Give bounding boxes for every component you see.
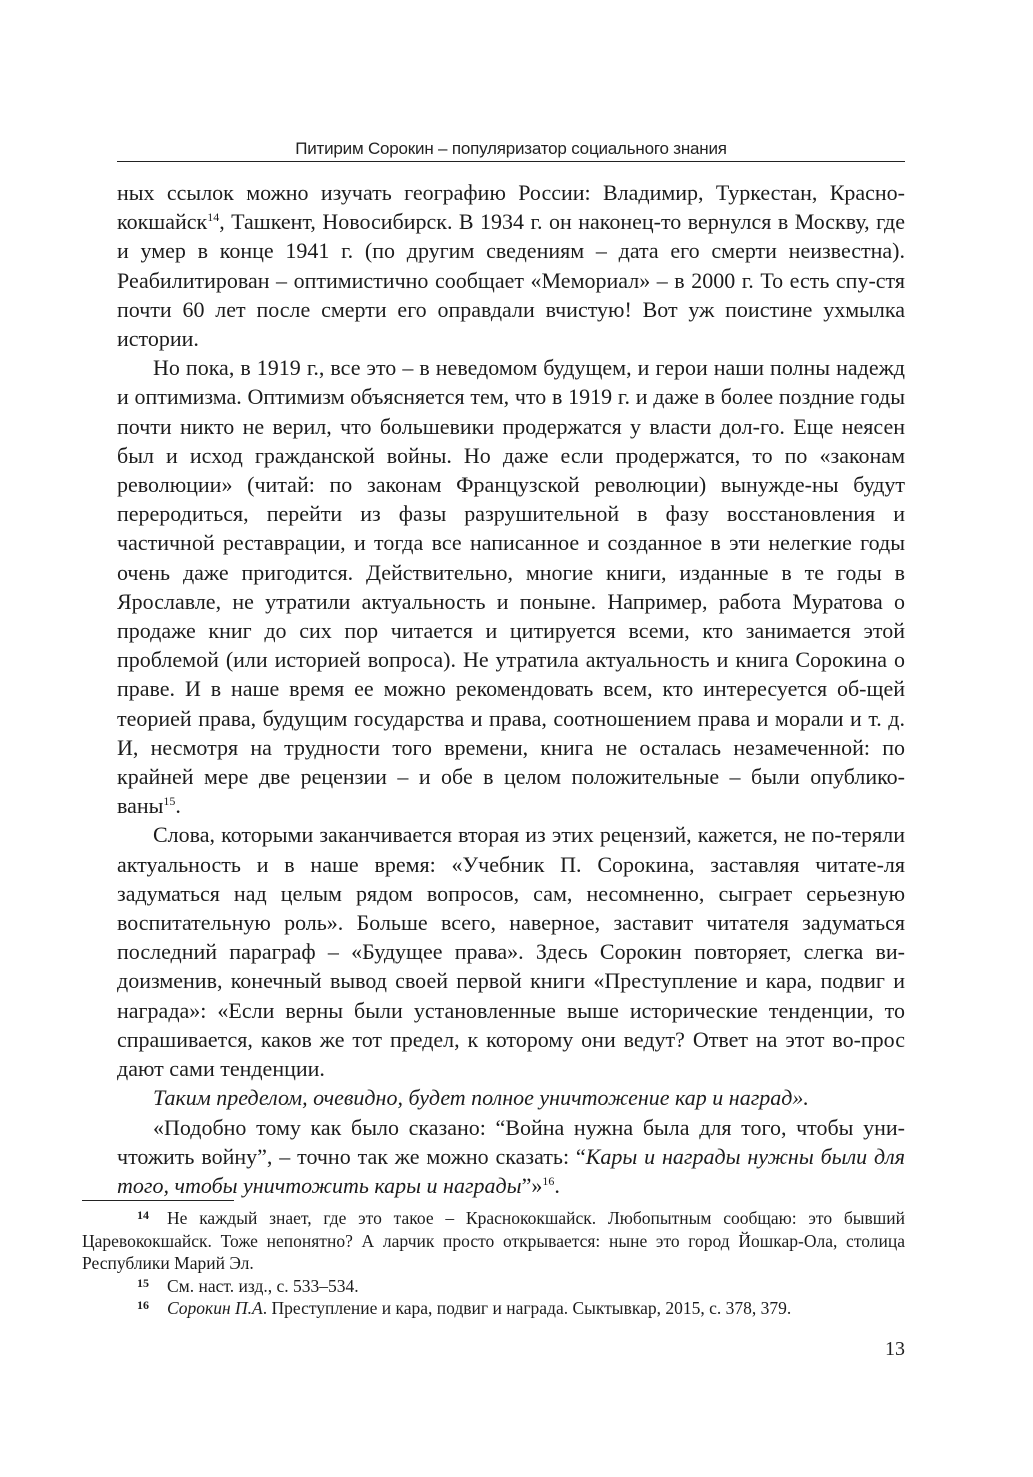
text-run: . Преступление и кара, подвиг и награда. Сыктывкар, 2015, с. 378, 379. [262,1298,792,1318]
text-run: См. наст. изд., с. 533–534. [167,1275,359,1296]
text-run: . [175,793,181,819]
footnote: 15 См. наст. изд., с. 533–534. [137,1275,359,1296]
paragraph [117,820,905,1083]
paragraph [117,1083,905,1112]
paragraph [117,353,905,820]
footnote-reference[interactable]: 14 [207,210,220,225]
paragraph [117,178,905,353]
footnotes [82,1207,905,1320]
italic-text: Кары и награды нужны были для того, чтобы уничтожить кары и награды [117,1143,905,1198]
footnote: 16 Сорокин П.А. Преступление и кара, подвиг и награда. Сыктывкар, 2015, с. 378, 379. [137,1298,792,1318]
text-run: . [554,1172,560,1198]
text-run: Не каждый знает, где это такое – Краснококшайск. Любопытным сообщаю: это бывший Царевококшайск. Тоже непонятно? А ларчик просто открывается: ныне это город Йошкар-Ола, столица Республики Марий Эл. [82,1208,905,1273]
text-run: Слова, которыми заканчивается вторая из этих рецензий, кажется, не по-теряли актуальность и в наше время: «Учебник П. Сорокина, заставляя читате-ля задуматься над целым рядом вопросов, сам, несомненно, сыграет серьезную воспитательную роль». Больше всего, наверное, заставит читателя задуматься последний параграф – «Будущее права». Здесь Сорокин повторяет, слегка ви-доизменив, конечный вывод своей первой книги «Преступление и кара, подвиг и награда»: «Если верны были установленные выше исторические тенденции, то спрашивается, каков же тот предел, к которому они ведут? Ответ на этот во-прос дают сами тенденции. [117,822,905,1082]
text-run: Но пока, в 1919 г., все это – в неведомом будущем, и герои наши полны надежд и оптимизма. Оптимизм объясняется тем, что в 1919 г. и даже в более поздние годы почти никто не верил, что большевики продержатся у власти дол-го. Еще неясен был и исход гражданской войны. Но даже если продержатся, то по «законам революции» (читай: по законам Французской революции) вынужде-ны будут переродиться, перейти из фазы разрушительной в фазу восстановления и частичной реставрации, и тогда все написанное и созданное в эти нелегкие годы очень даже пригодится. Действительно, многие книги, изданные в те годы в Ярославле, не утратили актуальность и поныне. Например, работа Муратова о продаже книг до сих пор читается и цитируется всеми, кто занимается этой проблемой (или историей вопроса). Не утратила актуальность и книга Сорокина о праве. И в наше время ее можно рекомендовать всем, кто интересуется об-щей теорией права, будущим государства и права, соотношением права и морали и т. д. И, несмотря на трудности того времени, книга не осталась незамеченной: по крайней мере две рецензии – и обе в целом положительные – были опублико-ваны [117,355,905,819]
footnote-reference[interactable]: 16 [542,1173,555,1188]
footnote-separator [82,1200,234,1201]
italic-text: Сорокин П.А [167,1298,263,1318]
page-number: 13 [885,1338,905,1360]
running-head: Питирим Сорокин – популяризатор социального знания [295,139,727,158]
footnote-reference[interactable]: 15 [163,794,176,809]
text-run: ных ссылок можно изучать географию России: Владимир, Туркестан, Красно-кокшайск [117,180,905,235]
footnote: 14 Не каждый знает, где это такое – Краснококшайск. Любопытным сообщаю: это бывший Царевококшайск. Тоже непонятно? А ларчик просто открывается: ныне это город Йошкар-Ола, столица Республики Марий Эл. [82,1208,905,1273]
header-rule [117,161,905,162]
main-text [117,178,905,1200]
text-run: ”» [521,1172,543,1198]
paragraph [117,1113,905,1201]
italic-text: Таким пределом, очевидно, будет полное уничтожение кар и наград». [153,1085,809,1111]
text-run: , Ташкент, Новосибирск. В 1934 г. он наконец-то вернулся в Москву, где и умер в конце 1941 г. (по другим сведениям – дата его смерти неизвестна). Реабилитирован – оптимистично сообщает «Мемориал» – в 2000 г. То есть спу-стя почти 60 лет после смерти его оправдали вчистую! Вот уж поистине ухмылка истории. [117,209,905,352]
text-run: «Подобно тому как было сказано: “Война нужна была для того, чтобы уни-чтожить войну”, – точно так же можно сказать: “ [117,1114,905,1169]
